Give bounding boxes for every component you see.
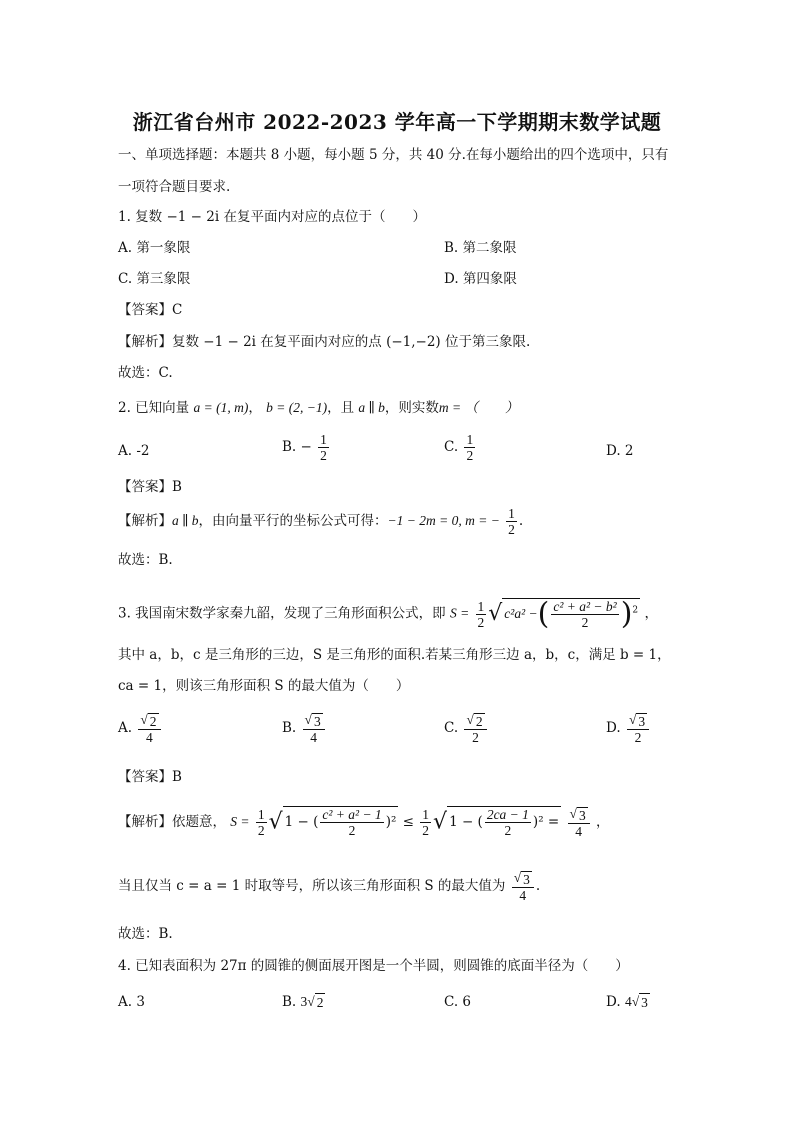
radicand: 3 <box>638 713 646 729</box>
choose-label: 故选： <box>118 926 159 942</box>
analysis-text: ，由向量平行的坐标公式可得： <box>198 513 388 529</box>
page-title: 浙江省台州市 2022-2023 学年高一下学期期末数学试题 <box>132 110 662 134</box>
fraction-num: √ 3 <box>627 712 649 730</box>
answer-value: B <box>172 479 182 495</box>
fraction <box>506 506 517 537</box>
fraction <box>320 807 383 838</box>
fraction-den: 2 <box>320 448 327 463</box>
radicand: 3 <box>313 713 321 729</box>
option-label: A. <box>118 719 133 736</box>
formula-tail: )² = <box>532 814 560 831</box>
q3-stem-text: 3. 我国南宋数学家秦九韶，发现了三角形面积公式，即 <box>118 605 446 622</box>
q2-analysis: 【解析】a ∥ b，由向量平行的坐标公式可得：−1 − 2m = 0, m = − $\frac{1}{2}$ . <box>118 506 524 537</box>
fraction <box>464 432 475 463</box>
fraction-num: √ 3 <box>303 712 325 730</box>
radicand: 2 <box>475 713 483 729</box>
fraction-num: c² + a² − b² <box>553 599 617 614</box>
q2-stem-text-4: m = （ ） <box>438 400 519 415</box>
answer-value: B <box>172 769 182 785</box>
section-instruction-line1: 一、单项选择题：本题共 8 小题，每小题 5 分，共 40 分.在每小题给出的四个选项中，只有 <box>118 147 669 163</box>
q3-stem-line1: 3. 我国南宋数学家秦九韶，发现了三角形面积公式，即 S = $\frac{1}{2}$ √ c²a² −( $\frac{\text{c² + a² − b²}}{2}$ )$^2$ ， <box>118 596 658 632</box>
q1-answer <box>118 301 182 319</box>
equality-text: 当且仅当 c = a = 1 时取等号，所以该三角形面积 S 的最大值为 <box>118 877 506 894</box>
q4-stem: 4. 已知表面积为 27π 的圆锥的侧面展开图是一个半圆，则圆锥的底面半径为（ ） <box>118 958 629 974</box>
q2-option-b-label: B. − <box>282 439 312 455</box>
fraction-num: 1 <box>508 506 515 521</box>
fraction <box>138 712 160 745</box>
analysis-label: 【解析】 <box>118 513 172 529</box>
analysis-text: 复数 −1 − 2i 在复平面内对应的点 (−1,−2) 位于第三象限. <box>172 334 531 350</box>
choose-label: 故选： <box>118 552 159 568</box>
q2-parallel: a ∥ b <box>358 400 385 415</box>
q1-option-d: D. 第四象限 <box>444 271 517 287</box>
q1-option-a: A. 第一象限 <box>118 240 191 256</box>
fraction <box>551 599 618 630</box>
q1-option-c: C. 第三象限 <box>118 271 191 287</box>
q2-vector-b: b = (2, −1) <box>266 400 328 415</box>
radicand: 2 <box>149 713 157 729</box>
fraction <box>420 807 431 838</box>
fraction-den: 2 <box>508 522 515 537</box>
q3-option-c <box>444 712 489 745</box>
answer-label: 【答案】 <box>118 479 172 495</box>
fraction-num: 1 <box>257 806 265 822</box>
sqrt-icon: √ <box>268 809 283 835</box>
option-label: D. <box>606 719 621 736</box>
fraction-den: 2 <box>466 448 474 463</box>
option-label: B. <box>282 994 297 1010</box>
q2-option-c <box>444 432 477 463</box>
fraction <box>318 432 329 463</box>
analysis-text: 依题意， <box>172 813 226 830</box>
option-label: B. <box>282 719 297 736</box>
fraction-den: 4 <box>146 729 153 745</box>
fraction-den: 4 <box>310 729 317 745</box>
fraction <box>476 599 487 630</box>
fraction-num: c² + a² − 1 <box>322 807 382 823</box>
choose-value: C. <box>158 365 173 381</box>
fraction-num: √ 3 <box>568 806 590 824</box>
q4-option-b: B. 3√ 2 <box>282 994 324 1010</box>
q1-stem: 1. 复数 −1 − 2i 在复平面内对应的点位于（ ） <box>118 209 426 225</box>
q2-parallel: a ∥ b <box>172 513 199 528</box>
choose-label: 故选： <box>118 365 159 381</box>
fraction-num: 1 <box>477 598 485 614</box>
q2-vector-a: a = (1, m) <box>193 400 249 415</box>
q1-analysis <box>118 333 530 351</box>
fraction-den: 2 <box>477 614 485 630</box>
fraction <box>485 807 531 838</box>
q3-answer <box>118 768 182 786</box>
radicand: 2 <box>316 995 324 1010</box>
q3-option-a <box>118 712 163 745</box>
q3-option-b <box>282 712 327 745</box>
q2-choose <box>118 551 173 569</box>
fraction-num: 1 <box>320 432 327 447</box>
fraction-num: √ 3 <box>512 870 534 888</box>
fraction-den: 2 <box>634 729 642 745</box>
q4-option-d: D. 4√ 3 <box>606 994 648 1010</box>
fraction-den: 2 <box>472 729 479 745</box>
fraction <box>464 712 486 745</box>
q3-stem-line2: 其中 a，b，c 是三角形的三边，S 是三角形的面积.若某三角形三边 a，b，c，满足 b = 1， <box>118 647 671 663</box>
q2-option-a: A. -2 <box>118 443 150 459</box>
radicand: 3 <box>641 995 648 1010</box>
choose-value: B. <box>158 552 173 568</box>
q2-stem-text: 2. 已知向量 <box>118 400 190 416</box>
radicand: 1 − ( $\frac{2ca - 1}{2}$ )² = <box>449 807 560 839</box>
q1-option-b: B. 第二象限 <box>444 240 517 256</box>
fraction <box>256 807 267 838</box>
q2-answer <box>118 478 182 496</box>
formula-s: S = <box>230 813 250 829</box>
coefficient: 4 <box>624 994 632 1009</box>
formula-s: S = <box>449 605 470 621</box>
paren-right-icon: ) <box>620 596 633 632</box>
answer-label: 【答案】 <box>118 302 172 318</box>
paren-left-icon: ( <box>537 596 550 632</box>
q3-stem-line3: ca = 1，则该三角形面积 S 的最大值为（ ） <box>118 678 410 694</box>
q3-equality-line: 当且仅当 c = a = 1 时取等号，所以该三角形面积 S 的最大值为 $\frac{√ 3}{4}$ . <box>118 870 541 903</box>
coefficient: 3 <box>300 994 308 1009</box>
analysis-label: 【解析】 <box>118 813 172 830</box>
fraction-num: 1 <box>466 432 474 447</box>
fraction-den: 4 <box>575 823 582 839</box>
q4-option-a: A. 3 <box>118 994 145 1010</box>
radicand: 1 − ( $\frac{\text{c² + a² − 1}}{2}$ )² <box>284 807 397 839</box>
fraction-num: 2ca − 1 <box>486 807 529 823</box>
q3-option-d <box>606 712 651 745</box>
fraction-den: 2 <box>257 822 265 838</box>
radicand: 3 <box>578 807 586 823</box>
fraction-den: 2 <box>348 823 356 839</box>
fraction <box>303 712 325 745</box>
fraction <box>512 870 534 903</box>
answer-value: C <box>172 302 183 318</box>
sqrt-icon: √ <box>433 809 448 835</box>
q2-stem-text-2: ，且 <box>327 400 355 416</box>
analysis-equation: −1 − 2m = 0, m = − <box>387 513 500 528</box>
fraction-num: 1 <box>422 806 430 822</box>
radicand: 3 <box>523 871 530 887</box>
sqrt-icon: √ <box>488 601 503 626</box>
fraction-den: 2 <box>422 822 430 838</box>
q2-stem-text-3: ，则实数 <box>384 400 439 416</box>
formula-inner: c²a² − <box>504 606 538 621</box>
q2-stem: 2. 已知向量 a = (1, m)， b = (2, −1)，且 a ∥ b，则实数m = （ ） <box>118 400 519 416</box>
q2-option-c-label: C. <box>444 439 459 455</box>
fraction-den: 2 <box>504 823 512 839</box>
q4-option-c: C. 6 <box>444 994 472 1010</box>
fraction-num: √ 2 <box>464 712 486 730</box>
option-label: D. <box>606 994 621 1010</box>
option-label: C. <box>444 719 459 736</box>
analysis-label: 【解析】 <box>118 334 172 350</box>
q1-choose <box>118 364 173 382</box>
q3-choose <box>118 925 173 943</box>
fraction-den: 4 <box>519 887 527 903</box>
q2-option-b <box>282 432 331 463</box>
choose-value: B. <box>158 926 173 942</box>
q3-analysis: 【解析】依题意， S = $\frac{1}{2}$ √ 1 − ( $\frac{\text{c² + a² − 1}}{2}$ )² ≤ $\frac{1}{2}$ √ 1 − ( $\frac{2ca - 1}{2}$ )² = $\frac{√ 3}{4}$ ， <box>118 806 610 839</box>
answer-label: 【答案】 <box>118 769 172 785</box>
radicand: c²a² −( $\frac{\text{c² + a² − b²}}{2}$ )$^2$ <box>504 596 639 632</box>
fraction <box>627 712 649 745</box>
section-instruction-line2: 一项符合题目要求. <box>118 179 231 195</box>
q2-option-d: D. 2 <box>606 443 634 459</box>
fraction-den: 2 <box>581 615 589 630</box>
fraction-num: √ 2 <box>138 712 160 730</box>
fraction <box>568 806 590 839</box>
